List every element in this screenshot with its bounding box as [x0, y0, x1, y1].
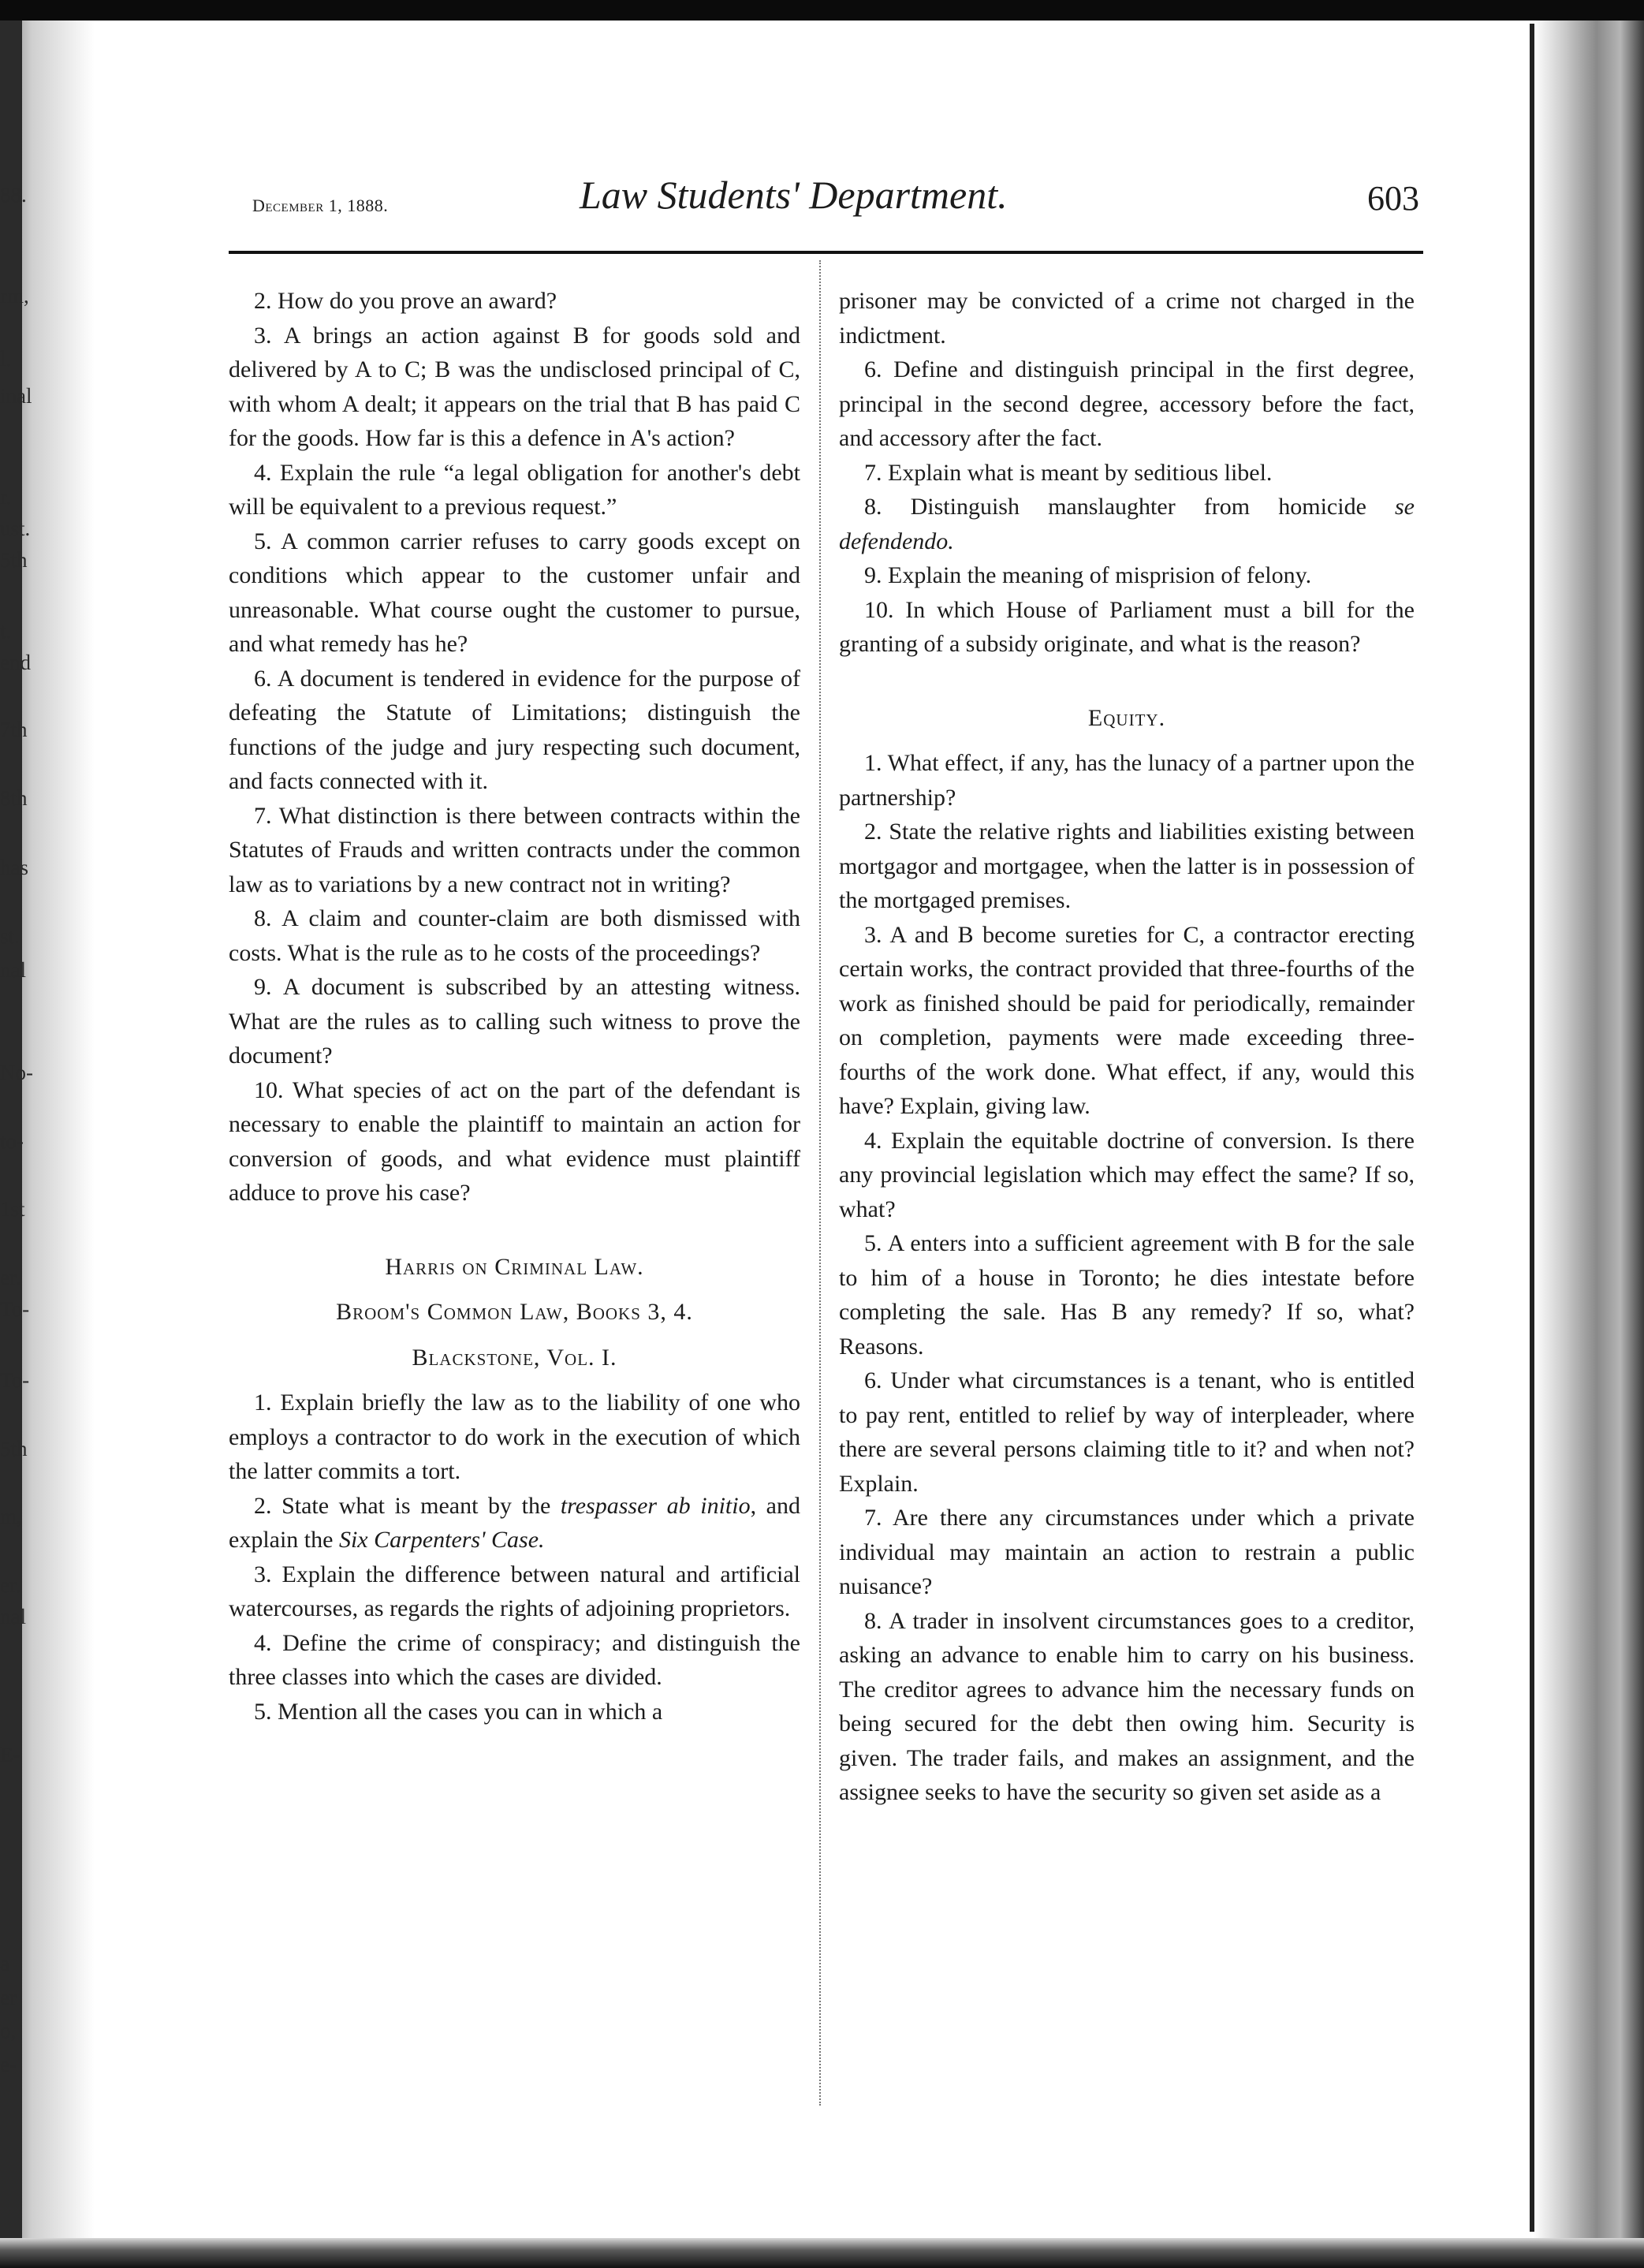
criminal-question-4: 4. Define the crime of conspiracy; and distinguish the three classes into which the cases are divided.	[229, 1629, 800, 1690]
margin-fragment: 5th	[0, 1437, 28, 1460]
margin-fragment: er.	[0, 1266, 21, 1289]
margin-fragment: To-	[0, 1368, 30, 1392]
question-text: 2. State what is meant by the	[254, 1492, 561, 1519]
question-text: 8. Distinguish manslaughter from homicide	[864, 494, 1395, 520]
italic-term: trespasser ab initio	[560, 1492, 751, 1519]
question-3: 3. A brings an action against B for goods sold and delivered by A to C; B was the undisclosed principal of C, with whom A dealt; it appears on the trial that B has paid C for the goods. How far is this a defence in A's action?	[229, 322, 800, 451]
margin-fragment: nal	[0, 1605, 26, 1628]
equity-question-4: 4. Explain the equitable doctrine of conversion. Is there any provincial legislation which may effect the same? If so, what?	[839, 1127, 1415, 1222]
question-10: 10. What species of act on the part of the defendant is necessary to enable the plaintiff to maintain an action for conversion of goods, and what evidence must plaintiff adduce to prove his case?	[229, 1076, 800, 1206]
criminal-question-6: 6. Define and distinguish principal in the first degree, principal in the second degree, accessory before the fact, and accessory after the fact.	[839, 356, 1415, 451]
section-heading-common-law: Broom's Common Law, Books 3, 4.	[336, 1299, 693, 1325]
criminal-question-1: 1. Explain briefly the law as to the liability of one who employs a contractor to do work in the execution of which the latter commits a tort.	[229, 1390, 800, 1484]
criminal-question-3: 3. Explain the difference between natural and artificial watercourses, as regards the rights of adjoining proprietors.	[229, 1561, 800, 1621]
margin-fragment: t.	[0, 619, 12, 643]
margin-fragment: st.	[0, 924, 20, 948]
section-heading-equity: Equity.	[1087, 704, 1166, 731]
question-5: 5. A common carrier refuses to carry goods except on conditions which appear to the customer unfair and unreasonable. What course ought the customer to pursue, and what remedy has he?	[229, 528, 800, 657]
scan-bottom-frame	[0, 2238, 1644, 2268]
margin-fragment: has	[0, 856, 28, 879]
margin-fragment: inal	[0, 384, 32, 408]
page-number: 603	[1367, 179, 1419, 218]
running-head	[229, 167, 1419, 222]
column-divider	[819, 260, 821, 2106]
criminal-question-9: 9. Explain the meaning of misprision of felony.	[864, 562, 1312, 588]
equity-question-6: 6. Under what circumstances is a tenant, who is entitled to pay rent, entitled to relief by way of interpleader, where there are several persons claiming title to it? and when not? Explain.	[839, 1367, 1415, 1497]
equity-question-3: 3. A and B become sureties for C, a contractor erecting certain works, the contract provided that three-fourths of the work as finished should be paid for periodically, remainder on completion, payments were made exceeding three-fourths of the work done. What effect, if any, would this have? Explain, giving law.	[839, 921, 1415, 1119]
right-column	[839, 284, 1415, 1810]
margin-fragment: 88.	[0, 183, 27, 207]
question-2: 2. How do you prove an award?	[254, 288, 557, 314]
margin-fragment: 8th	[0, 786, 28, 810]
margin-fragment: 1st	[0, 1197, 25, 1221]
equity-question-1: 1. What effect, if any, has the lunacy of a partner upon the partnership?	[839, 750, 1415, 811]
criminal-question-8	[839, 490, 1415, 558]
issue-date: December 1, 1888.	[252, 196, 389, 215]
margin-fragment: l.	[0, 347, 12, 371]
criminal-question-5: 5. Mention all the cases you can in which a	[254, 1698, 663, 1725]
italic-term: se defendendo.	[839, 494, 1415, 554]
margin-fragment: e-	[0, 2053, 17, 2076]
equity-question-7: 7. Are there any circumstances under which a private individual may maintain an action to restrain a public nuisance?	[839, 1505, 1415, 1599]
margin-fragment: r.	[0, 485, 12, 509]
left-column	[229, 284, 800, 1729]
criminal-question-5-continued: prisoner may be convicted of a crime not charged in the indictment.	[839, 288, 1415, 349]
margin-fragment: a	[0, 1952, 9, 1975]
question-9: 9. A document is subscribed by an attesting witness. What are the rules as to calling such witness to prove the document?	[229, 974, 800, 1069]
equity-question-8: 8. A trader in insolvent circumstances goes to a creditor, asking an advance to enable him to carry on his business. The creditor agrees to advance him the necessary funds on being secured for the debt then owing him. Security is given. The trader fails, and makes an assignment, and the assignee seeks to have the security so given set aside as a	[839, 1607, 1415, 1805]
margin-fragment: E-	[0, 1743, 21, 1766]
question-text: , and explain the	[229, 1492, 800, 1553]
margin-fragment: er.	[0, 1573, 21, 1597]
margin-fragment: nal	[0, 958, 26, 982]
criminal-question-10: 10. In which House of Parliament must a bill for the granting of a subsidy originate, and what is the reason?	[839, 596, 1415, 657]
equity-question-5: 5. A enters into a sufficient agreement with B for the sale to him of a house in Toronto; he dies intestate before completing the sale. Has B any remedy? If so, what? Reasons.	[839, 1230, 1415, 1360]
question-7: 7. What distinction is there between contracts within the Statutes of Frauds and written contracts under the common law as to variations by a new contract not in writing?	[229, 802, 800, 897]
criminal-question-7: 7. Explain what is meant by seditious libel.	[864, 459, 1273, 486]
margin-fragment: to-	[0, 1129, 24, 1153]
criminal-question-2	[229, 1489, 800, 1557]
margin-fragment: No-	[0, 1061, 33, 1084]
margin-fragment: o,	[0, 2019, 17, 2042]
scan-right-edge	[1534, 0, 1644, 2268]
question-6: 6. A document is tendered in evidence for the purpose of defeating the Statute of Limitations; distinguish the functions of the judge and jury respecting such document, and facts connected with it.	[229, 665, 800, 794]
section-heading-criminal-law: Harris on Criminal Law.	[385, 1253, 644, 1280]
question-4: 4. Explain the rule “a legal obligation for another's debt will be equivalent to a previous request.”	[229, 459, 800, 520]
question-8: 8. A claim and counter-claim are both dismissed with costs. What is the rule as to he costs of the proceedings?	[229, 905, 800, 966]
margin-fragment: 5th	[0, 548, 28, 572]
margin-fragment: m,	[0, 1505, 22, 1528]
margin-fragment: To-	[0, 1297, 30, 1321]
scan-right-frame	[1530, 24, 1534, 2232]
margin-fragment: er	[0, 1986, 17, 2009]
header-rule	[229, 251, 1423, 254]
margin-fragment: end	[0, 651, 31, 674]
margin-fragment: ust.	[0, 517, 31, 540]
section-heading-blackstone: Blackstone, Vol. I.	[412, 1344, 617, 1371]
margin-fragment: 7th	[0, 718, 28, 741]
italic-case-name: Six Carpenters' Case.	[338, 1527, 545, 1553]
scan-top-frame	[0, 0, 1644, 21]
equity-question-2: 2. State the relative rights and liabilities existing between mortgagor and mortgagee, when the latter is in possession of the mortgaged premises.	[839, 819, 1415, 913]
margin-fragment: rm,	[0, 284, 29, 308]
section-title: Law Students' Department.	[580, 173, 1008, 217]
